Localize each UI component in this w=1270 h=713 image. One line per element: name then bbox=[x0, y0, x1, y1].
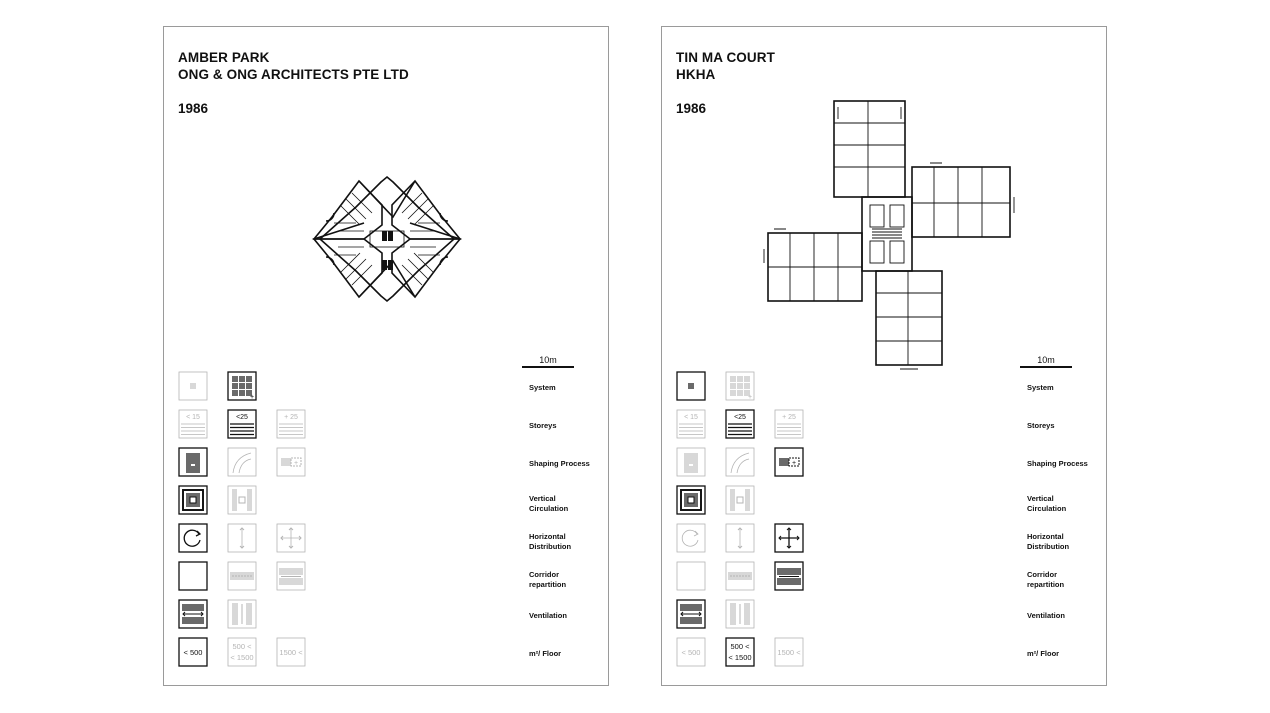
vertical-core-split-icon bbox=[227, 485, 257, 515]
svg-text:1500 <: 1500 < bbox=[279, 648, 303, 657]
criteria-label: Shaping Process bbox=[1027, 459, 1088, 468]
criteria-label: m²/ Floor bbox=[529, 649, 562, 658]
criteria-label: Horizontal Distribution bbox=[1027, 532, 1070, 551]
criteria-label: Corridor repartition bbox=[1027, 570, 1065, 589]
vertical-core-central-icon bbox=[178, 485, 208, 515]
criteria-row bbox=[662, 561, 1108, 593]
architect-name: HKHA bbox=[676, 67, 716, 82]
vertical-core-central-icon bbox=[676, 485, 706, 515]
shaping-extrude-icon bbox=[276, 447, 306, 477]
corridor-double-icon bbox=[774, 561, 804, 591]
floor-over-1500-icon bbox=[276, 637, 306, 667]
building-year: 1986 bbox=[178, 101, 209, 116]
scale-label: 10m bbox=[539, 355, 557, 365]
corridor-single-icon bbox=[227, 561, 257, 591]
building-year: 1986 bbox=[676, 101, 707, 116]
criteria-row bbox=[662, 637, 1108, 669]
scale-label: 10m bbox=[1037, 355, 1055, 365]
floor-500-1500-icon bbox=[227, 637, 257, 667]
storeys-under-25-icon bbox=[227, 409, 257, 439]
storeys-under-15-icon bbox=[178, 409, 208, 439]
system-grid-icon bbox=[227, 371, 257, 401]
ventilation-cross-icon bbox=[178, 599, 208, 629]
floor-over-1500-icon bbox=[774, 637, 804, 667]
svg-text:+ 25: + 25 bbox=[782, 414, 796, 421]
shaping-extrude-icon bbox=[774, 447, 804, 477]
criteria-row bbox=[164, 561, 610, 593]
storeys-under-25-icon bbox=[725, 409, 755, 439]
corridor-none-icon bbox=[178, 561, 208, 591]
shaping-curve-icon bbox=[227, 447, 257, 477]
floor-plan-diamond bbox=[164, 27, 610, 347]
storeys-over-25-icon bbox=[276, 409, 306, 439]
distribution-cross-icon bbox=[774, 523, 804, 553]
criteria-label: System bbox=[529, 383, 556, 392]
distribution-linear-icon bbox=[227, 523, 257, 553]
criteria-row bbox=[662, 409, 1108, 441]
svg-text:<25: <25 bbox=[734, 414, 746, 421]
criteria-label: Corridor repartition bbox=[529, 570, 567, 589]
svg-text:< 15: < 15 bbox=[684, 414, 698, 421]
card-tin-ma-court bbox=[661, 26, 1107, 686]
card-amber-park bbox=[163, 26, 609, 686]
scale-bar bbox=[1020, 355, 1072, 368]
criteria-label: Horizontal Distribution bbox=[529, 532, 572, 551]
criteria-row bbox=[164, 485, 610, 517]
architect-name: ONG & ONG ARCHITECTS PTE LTD bbox=[178, 67, 409, 82]
corridor-none-icon bbox=[676, 561, 706, 591]
criteria-label: Vertical Circulation bbox=[529, 494, 569, 513]
svg-text:+: + bbox=[791, 460, 797, 467]
shaping-curve-icon bbox=[725, 447, 755, 477]
criteria-row bbox=[164, 599, 610, 631]
criteria-row bbox=[662, 599, 1108, 631]
criteria-label: Storeys bbox=[1027, 421, 1055, 430]
svg-text:+: + bbox=[249, 394, 255, 401]
svg-text:500 <: 500 < bbox=[730, 642, 750, 651]
scale-bar bbox=[522, 355, 574, 368]
svg-text:< 500: < 500 bbox=[681, 648, 701, 657]
criteria-row bbox=[662, 371, 1108, 403]
svg-text:+: + bbox=[293, 460, 299, 467]
criteria-row bbox=[662, 523, 1108, 555]
storeys-over-25-icon bbox=[774, 409, 804, 439]
scale-line bbox=[1020, 366, 1072, 368]
criteria-label: Shaping Process bbox=[529, 459, 590, 468]
criteria-label: Storeys bbox=[529, 421, 557, 430]
distribution-cross-icon bbox=[276, 523, 306, 553]
distribution-circular-icon bbox=[676, 523, 706, 553]
vertical-core-split-icon bbox=[725, 485, 755, 515]
building-name: TIN MA COURT bbox=[676, 50, 775, 65]
svg-text:+ 25: + 25 bbox=[284, 414, 298, 421]
floor-500-1500-icon bbox=[725, 637, 755, 667]
criteria-row bbox=[164, 637, 610, 669]
building-name: AMBER PARK bbox=[178, 50, 270, 65]
shaping-subtract-icon bbox=[178, 447, 208, 477]
storeys-under-15-icon bbox=[676, 409, 706, 439]
distribution-linear-icon bbox=[725, 523, 755, 553]
svg-text:500 <: 500 < bbox=[232, 642, 252, 651]
shaping-subtract-icon bbox=[676, 447, 706, 477]
criteria-row bbox=[164, 447, 610, 479]
criteria-label: Vertical Circulation bbox=[1027, 494, 1067, 513]
scale-line bbox=[522, 366, 574, 368]
svg-text:< 1500: < 1500 bbox=[728, 653, 752, 662]
criteria-row bbox=[164, 523, 610, 555]
system-small-square-icon bbox=[178, 371, 208, 401]
system-grid-icon bbox=[725, 371, 755, 401]
system-small-square-icon bbox=[676, 371, 706, 401]
criteria-label: Ventilation bbox=[1027, 611, 1065, 620]
ventilation-vertical-icon bbox=[227, 599, 257, 629]
ventilation-vertical-icon bbox=[725, 599, 755, 629]
criteria-row bbox=[662, 485, 1108, 517]
floor-plan-cruciform bbox=[662, 27, 1108, 372]
ventilation-cross-icon bbox=[676, 599, 706, 629]
criteria-row bbox=[164, 371, 610, 403]
criteria-label: Ventilation bbox=[529, 611, 567, 620]
criteria-row bbox=[164, 409, 610, 441]
criteria-label: System bbox=[1027, 383, 1054, 392]
floor-under-500-icon bbox=[676, 637, 706, 667]
corridor-single-icon bbox=[725, 561, 755, 591]
corridor-double-icon bbox=[276, 561, 306, 591]
floor-under-500-icon bbox=[178, 637, 208, 667]
svg-text:< 500: < 500 bbox=[183, 648, 203, 657]
svg-text:+: + bbox=[747, 394, 753, 401]
svg-text:< 15: < 15 bbox=[186, 414, 200, 421]
svg-text:<25: <25 bbox=[236, 414, 248, 421]
svg-text:1500 <: 1500 < bbox=[777, 648, 801, 657]
criteria-label: m²/ Floor bbox=[1027, 649, 1060, 658]
distribution-circular-icon bbox=[178, 523, 208, 553]
svg-text:< 1500: < 1500 bbox=[230, 653, 254, 662]
criteria-row bbox=[662, 447, 1108, 479]
